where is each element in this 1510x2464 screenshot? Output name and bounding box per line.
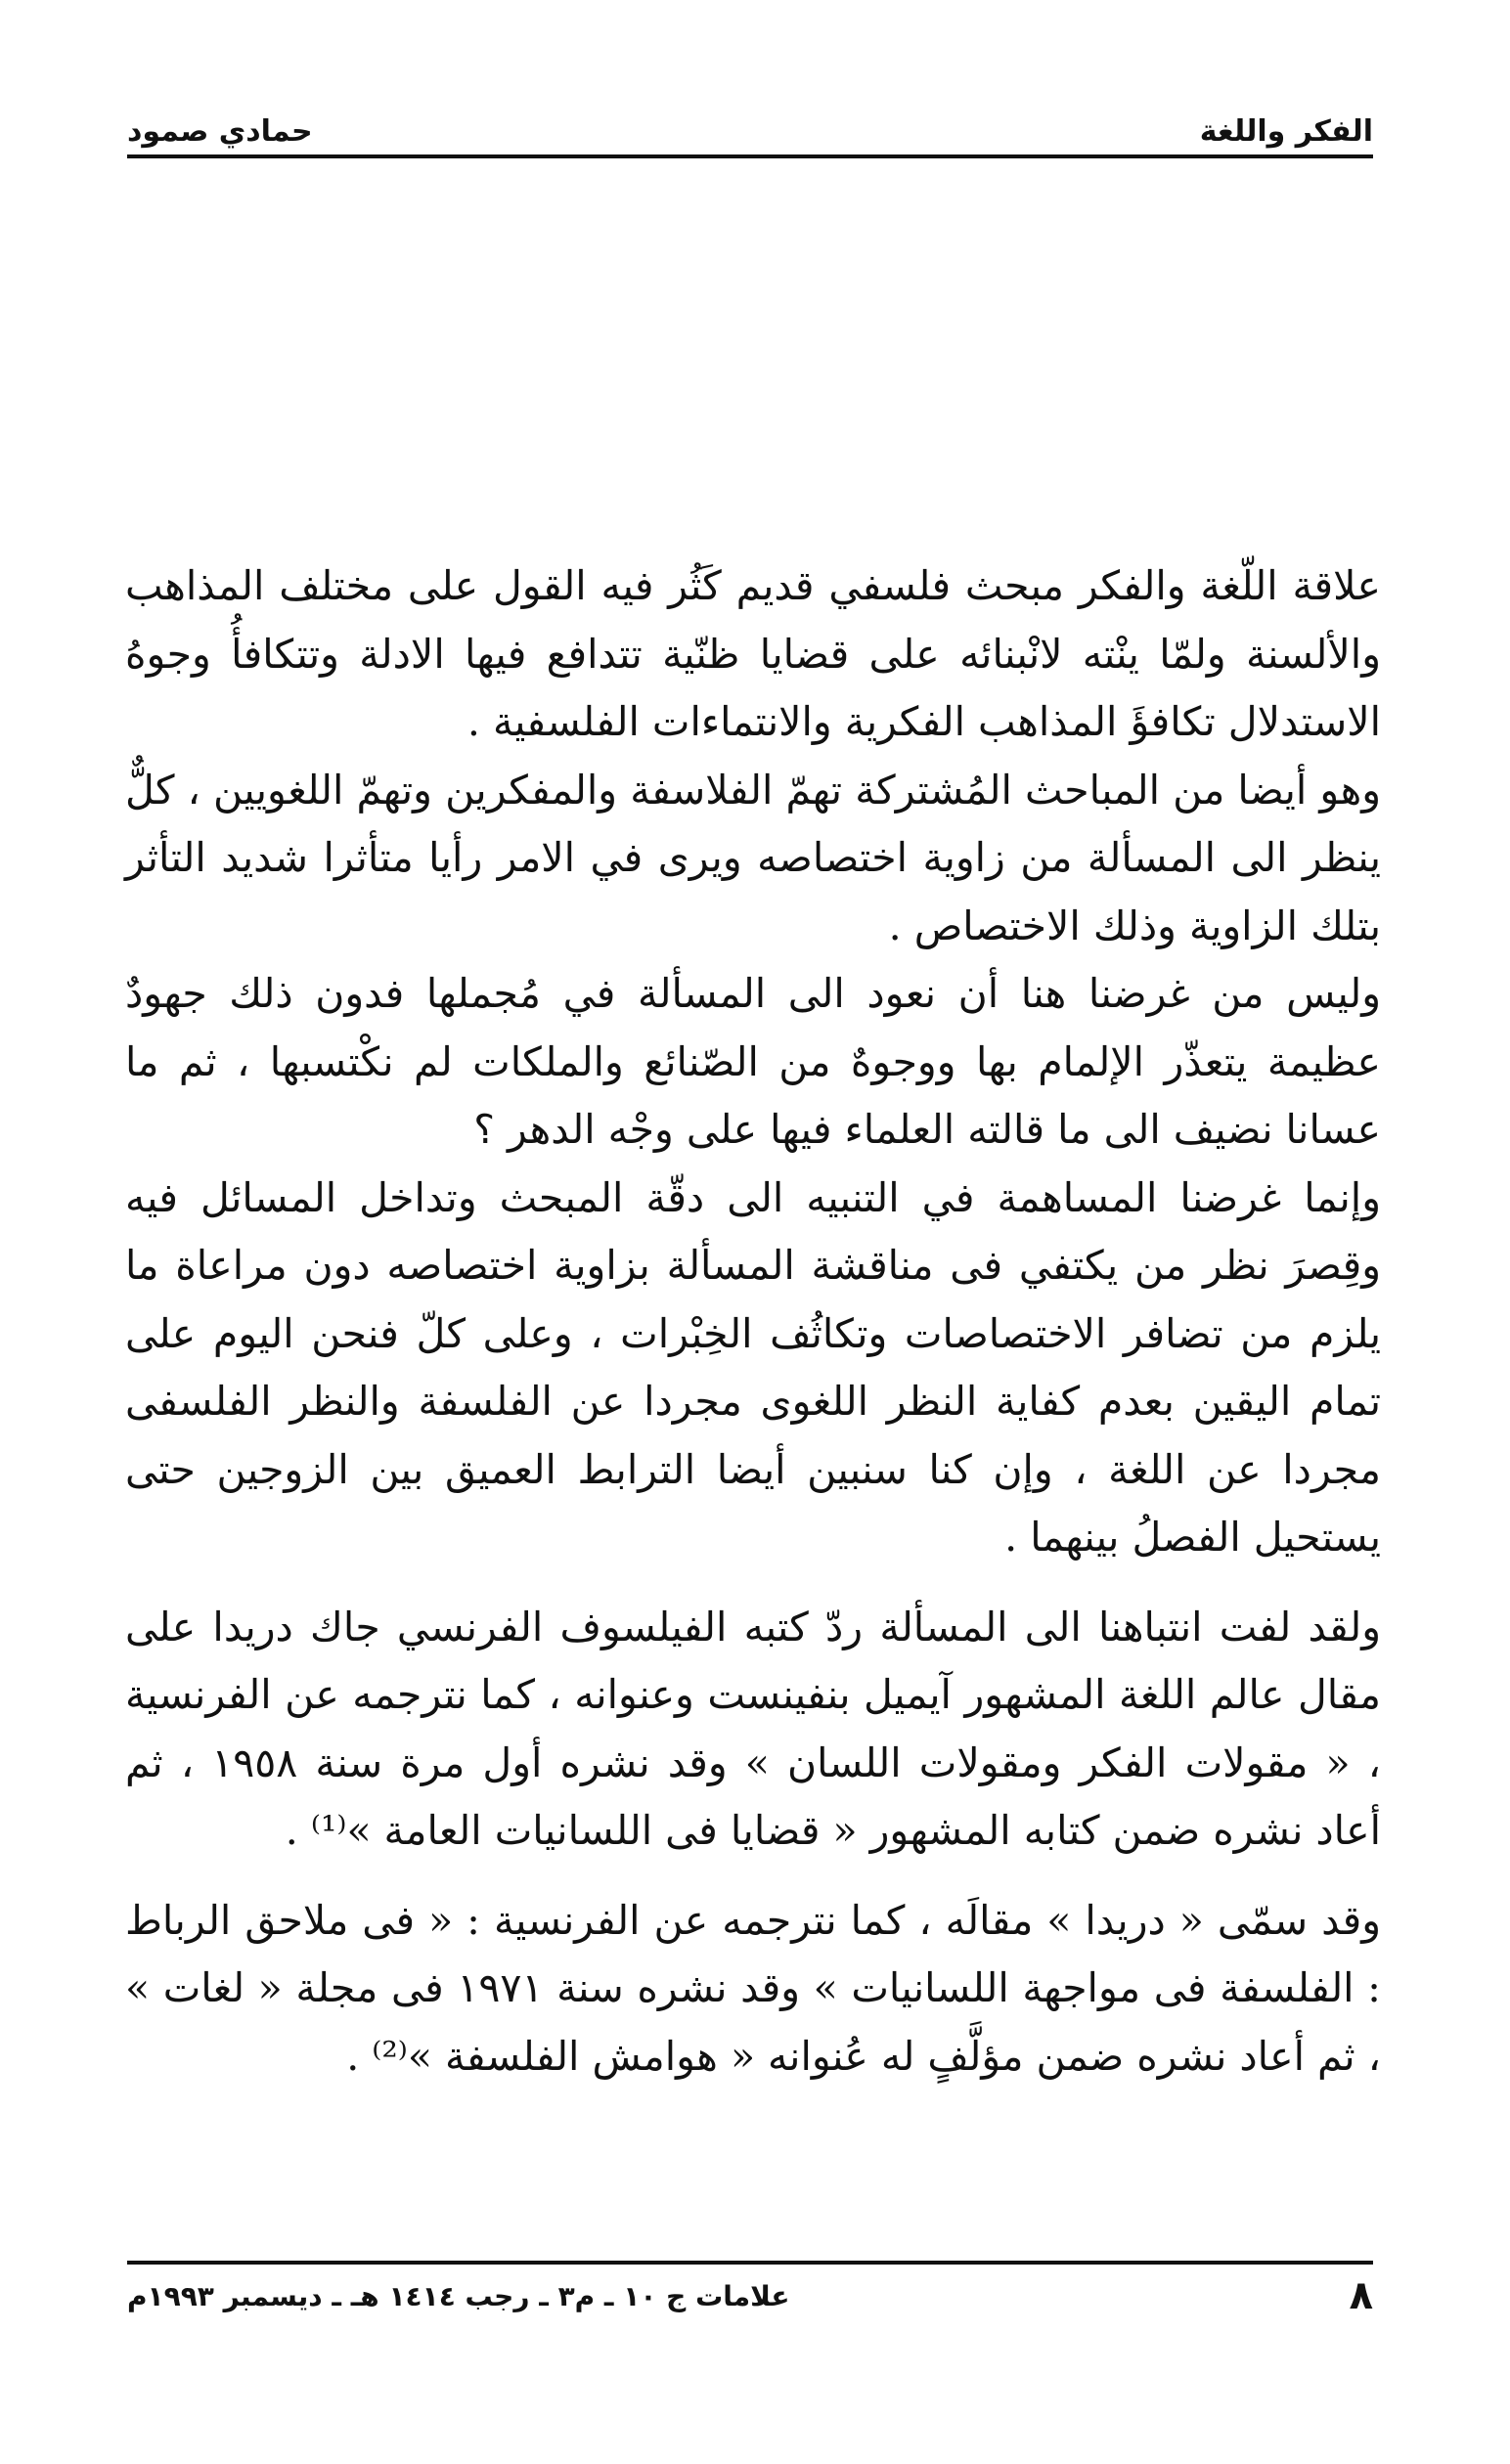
issue-info: علامات ج ١٠ ـ م٣ ـ رجب ١٤١٤ هـ ـ ديسمبر ١٩٩٣م xyxy=(127,2279,790,2312)
paragraph-1: علاقة اللّغة والفكر مبحث فلسفي قديم كَثُر فيه القول على مختلف المذاهب والألسنة ولمّا ينْته لانْبنائه على قضايا ظنّية تتدافع فيها الادلة وتتكافأُ وجوهُ الاستدلال تكافؤَ المذاهب الفكرية والانتماءات الفلسفية . xyxy=(125,562,1381,745)
page-number: ٨ xyxy=(1349,2273,1373,2318)
running-footer xyxy=(127,2266,1373,2325)
paragraph-5: ولقد لفت انتباهنا الى المسألة ردّ كتبه الفيلسوف الفرنسي جاك دريدا على مقال عالم اللغة المشهور آيميل بنفينست وعنوانه ، كما نترجمه عن الفرنسية ، « مقولات الفكر ومقولات اللسان » وقد نشره أول مرة سنة ١٩٥٨ ، ثم أعاد نشره ضمن كتابه المشهور « قضايا فى اللسانيات العامة »⁽¹⁾ . xyxy=(125,1603,1381,1854)
paragraph-3: وليس من غرضنا هنا أن نعود الى المسألة في مُجملها فدون ذلك جهودٌ عظيمة يتعذّر الإلمام بها ووجوهٌ من الصّنائع والملكات لم نكْتسبها ، ثم ما عسانا نضيف الى ما قالته العلماء فيها على وجْه الدهر ؟ xyxy=(125,970,1381,1153)
header-author: حمادي صمود xyxy=(127,114,313,149)
header-title: الفكر واللغة xyxy=(1199,114,1373,149)
footer-divider xyxy=(127,2261,1373,2265)
paragraph-2: وهو أيضا من المباحث المُشتركة تهمّ الفلاسفة والمفكرين وتهمّ اللغويين ، كلٌّ ينظر الى المسألة من زاوية اختصاصه ويرى في الامر رأيا متأثرا شديد التأثر بتلك الزاوية وذلك الاختصاص . xyxy=(125,766,1381,949)
header-divider xyxy=(127,154,1373,158)
paragraph-4: وإنما غرضنا المساهمة في التنبيه الى دقّة المبحث وتداخل المسائل فيه وقِصرَ نظر من يكتفي فى مناقشة المسألة بزاوية اختصاصه دون مراعاة ما يلزم من تضافر الاختصاصات وتكاثُف الخِبْرات ، وعلى كلّ فنحن اليوم على تمام اليقين بعدم كفاية النظر اللغوى مجردا عن الفلسفة والنظر الفلسفى مجردا عن اللغة ، وإن كنا سنبين أيضا الترابط العميق بين الزوجين حتى يستحيل الفصلُ بينهما . xyxy=(125,1173,1381,1561)
running-header xyxy=(127,90,1373,149)
paragraph-6: وقد سمّى « دريدا » مقالَه ، كما نترجمه عن الفرنسية : « فى ملاحق الرباط : الفلسفة فى مواجهة اللسانيات » وقد نشره سنة ١٩٧١ فى مجلة « لغات » ، ثم أعاد نشره ضمن مؤلَّفٍ له عُنوانه « هوامش الفلسفة »⁽²⁾ . xyxy=(125,1896,1381,2080)
article-body xyxy=(125,552,1381,2090)
